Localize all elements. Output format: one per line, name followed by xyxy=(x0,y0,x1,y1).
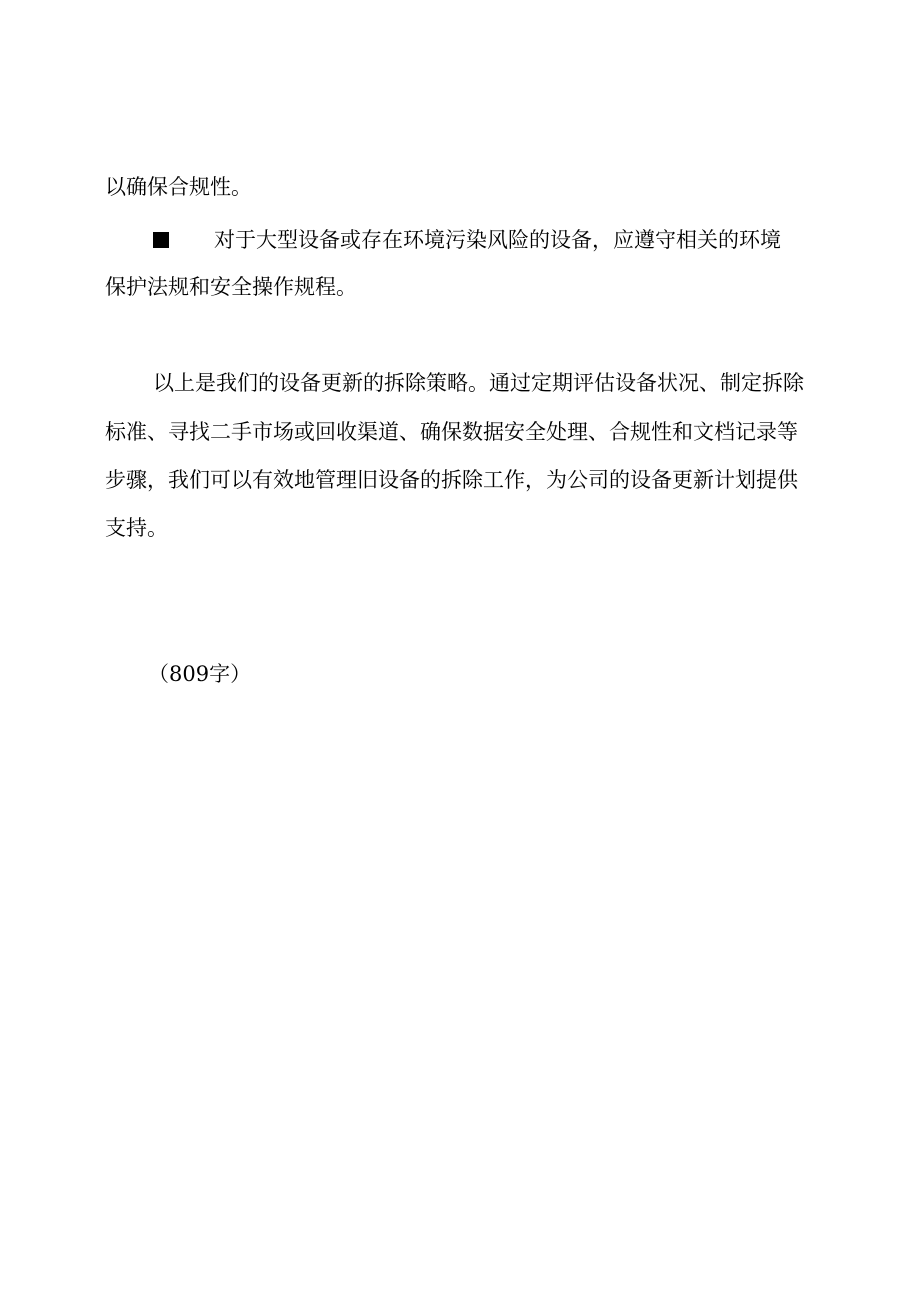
square-bullet-icon xyxy=(153,232,169,248)
summary-line: 以上是我们的设备更新的拆除策略。通过定期评估设备状况、制定拆除 xyxy=(153,371,804,395)
word-count: （809字） xyxy=(148,662,252,686)
summary-line: 标准、寻找二手市场或回收渠道、确保数据安全处理、合规性和文档记录等 xyxy=(105,420,798,444)
summary-line: 步骤，我们可以有效地管理旧设备的拆除工作，为公司的设备更新计划提供 xyxy=(105,468,798,492)
bullet-text-continuation: 保护法规和安全操作规程。 xyxy=(105,275,357,299)
summary-line: 支持。 xyxy=(105,516,168,540)
bullet-text: 对于大型设备或存在环境污染风险的设备，应遵守相关的环境 xyxy=(214,228,781,252)
bullet-item xyxy=(153,226,781,254)
paragraph-line: 以确保合规性。 xyxy=(105,175,252,199)
